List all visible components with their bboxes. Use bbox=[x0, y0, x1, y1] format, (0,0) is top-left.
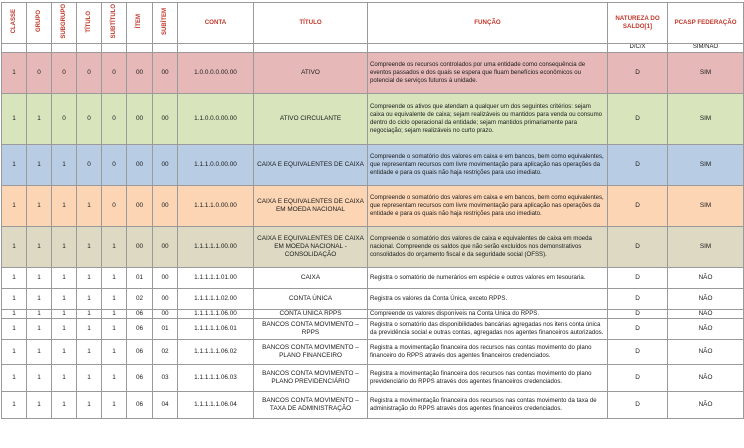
cell-titulo: 1 bbox=[77, 365, 102, 392]
cell-classe: 1 bbox=[2, 310, 27, 319]
cell-subtitulo: 0 bbox=[102, 94, 127, 145]
cell-subtitulo: 1 bbox=[102, 227, 127, 268]
header-funcao: FUNÇÃO bbox=[368, 3, 608, 44]
cell-subtitulo: 1 bbox=[102, 310, 127, 319]
cell-subtitulo: 1 bbox=[102, 365, 127, 392]
cell-natureza: D bbox=[608, 94, 668, 145]
cell-subgrupo: 1 bbox=[52, 392, 77, 419]
cell-pcasp: NÃO bbox=[668, 319, 744, 340]
header-titulo: TÍTULO bbox=[77, 3, 102, 44]
cell-subitem: 03 bbox=[153, 365, 178, 392]
cell-item: 00 bbox=[127, 53, 153, 94]
cell-classe: 1 bbox=[2, 268, 27, 289]
cell-classe: 1 bbox=[2, 319, 27, 340]
cell-titulo: 1 bbox=[77, 392, 102, 419]
cell-subgrupo: 1 bbox=[52, 186, 77, 227]
cell-grupo: 1 bbox=[27, 319, 52, 340]
cell-conta: 1.1.1.1.1.06.03 bbox=[178, 365, 254, 392]
cell-subitem: 04 bbox=[153, 392, 178, 419]
cell-grupo: 1 bbox=[27, 392, 52, 419]
cell-funcao: Registra o somatório das disponibilidades bancárias agregadas nos itens conta única da previdência social e outras contas, agregadas nos agentes financeiros autorizados. bbox=[368, 319, 608, 340]
cell-titulo: 1 bbox=[77, 186, 102, 227]
cell-grupo: 1 bbox=[27, 268, 52, 289]
cell-pcasp: SIM bbox=[668, 227, 744, 268]
cell-titulo: BANCOS CONTA MOVIMENTO – PLANO FINANCEIRO bbox=[254, 340, 368, 365]
cell-titulo: BANCOS CONTA MOVIMENTO – RPPS bbox=[254, 319, 368, 340]
cell-natureza: D bbox=[608, 340, 668, 365]
cell-subgrupo: 1 bbox=[52, 145, 77, 186]
cell-subtitulo: 0 bbox=[102, 145, 127, 186]
table-row bbox=[2, 227, 744, 268]
table-row bbox=[2, 392, 744, 419]
cell-titulo: CAIXA bbox=[254, 268, 368, 289]
cell-grupo: 0 bbox=[27, 53, 52, 94]
cell-subitem: 00 bbox=[153, 227, 178, 268]
cell-item: 00 bbox=[127, 227, 153, 268]
cell-funcao: Registra a movimentação financeira dos recursos nas contas movimento do plano previdenciário do RPPS através dos agentes financeiros credenciados. bbox=[368, 365, 608, 392]
cell-funcao: Compreende o somatório dos valores em caixa e em bancos, bem como equivalentes, que representam recursos com livre movimentação para aplicação nas operações da entidade e para os quais não haja restrições para uso imediato. bbox=[368, 186, 608, 227]
table-row bbox=[2, 340, 744, 365]
table-row bbox=[2, 310, 744, 319]
cell-titulo: 1 bbox=[77, 319, 102, 340]
cell-subitem: 00 bbox=[153, 310, 178, 319]
cell-titulo: 1 bbox=[77, 289, 102, 310]
cell-pcasp: NÃO bbox=[668, 268, 744, 289]
cell-natureza: D bbox=[608, 145, 668, 186]
cell-conta: 1.1.1.1.1.06.02 bbox=[178, 340, 254, 365]
cell-grupo: 1 bbox=[27, 94, 52, 145]
cell-funcao: Compreende os ativos que atendam a qualquer um dos seguintes critérios: sejam caixa ou equivalente de caixa; sejam realizáveis ou mantidos para venda ou consumo dentro do ciclo operacional da entidade; sejam mantidos primariamente para negociação; sejam realizáveis no curto prazo. bbox=[368, 94, 608, 145]
cell-subtitulo: 1 bbox=[102, 268, 127, 289]
header-natureza: NATUREZA DO SALDO[1] bbox=[608, 3, 668, 44]
cell-pcasp: NÃO bbox=[668, 365, 744, 392]
cell-pcasp: SIM bbox=[668, 186, 744, 227]
header-subitem: SUBÍTEM bbox=[153, 3, 178, 44]
cell-pcasp: SIM bbox=[668, 145, 744, 186]
natureza-values: D/C/X bbox=[608, 44, 668, 53]
cell-natureza: D bbox=[608, 268, 668, 289]
cell-pcasp: SIM bbox=[668, 53, 744, 94]
header-grupo: GRUPO bbox=[27, 3, 52, 44]
cell-titulo: CAIXA E EQUIVALENTES DE CAIXA EM MOEDA NACIONAL - CONSOLIDAÇÃO bbox=[254, 227, 368, 268]
cell-natureza: D bbox=[608, 289, 668, 310]
cell-natureza: D bbox=[608, 227, 668, 268]
cell-item: 06 bbox=[127, 319, 153, 340]
cell-funcao: Registra a movimentação financeira dos recursos nas contas movimento do plano financeiro do RPPS através dos agentes financeiros credenciados. bbox=[368, 340, 608, 365]
cell-funcao: Compreende os recursos controlados por uma entidade como consequência de eventos passados e dos quais se espera que fluam benefícios econômicos ou potencial de serviços futuros à unidade. bbox=[368, 53, 608, 94]
cell-item: 06 bbox=[127, 392, 153, 419]
cell-grupo: 1 bbox=[27, 340, 52, 365]
cell-titulo: 1 bbox=[77, 310, 102, 319]
cell-titulo: 0 bbox=[77, 53, 102, 94]
accounts-table bbox=[1, 2, 744, 419]
table-row bbox=[2, 268, 744, 289]
cell-conta: 1.1.1.1.1.06.00 bbox=[178, 310, 254, 319]
cell-subitem: 01 bbox=[153, 319, 178, 340]
cell-grupo: 1 bbox=[27, 289, 52, 310]
cell-conta: 1.0.0.0.0.00.00 bbox=[178, 53, 254, 94]
header-subgrupo: SUBGRUPO bbox=[52, 3, 77, 44]
cell-subgrupo: 1 bbox=[52, 227, 77, 268]
table-row bbox=[2, 289, 744, 310]
cell-titulo: 1 bbox=[77, 268, 102, 289]
cell-natureza: D bbox=[608, 392, 668, 419]
cell-titulo: 0 bbox=[77, 145, 102, 186]
cell-pcasp: NÃO bbox=[668, 310, 744, 319]
cell-subitem: 02 bbox=[153, 340, 178, 365]
cell-subgrupo: 0 bbox=[52, 53, 77, 94]
cell-titulo: CONTA ÚNICA RPPS bbox=[254, 310, 368, 319]
cell-classe: 1 bbox=[2, 145, 27, 186]
cell-conta: 1.1.0.0.0.00.00 bbox=[178, 94, 254, 145]
cell-funcao: Registra a movimentação financeira dos recursos nas contas movimento da taxa de administração do RPPS através dos agentes financeiros credenciados. bbox=[368, 392, 608, 419]
cell-item: 01 bbox=[127, 268, 153, 289]
cell-titulo: CONTA ÚNICA bbox=[254, 289, 368, 310]
header-row bbox=[2, 3, 744, 44]
cell-item: 06 bbox=[127, 310, 153, 319]
header-subtitulo: SUBTÍTULO bbox=[102, 3, 127, 44]
cell-grupo: 1 bbox=[27, 365, 52, 392]
table-row bbox=[2, 186, 744, 227]
cell-subtitulo: 0 bbox=[102, 186, 127, 227]
cell-funcao: Registra o somatório de numerários em espécie e outros valores em tesouraria. bbox=[368, 268, 608, 289]
cell-classe: 1 bbox=[2, 186, 27, 227]
pcasp-values: SIM/NÃO bbox=[668, 44, 744, 53]
cell-subitem: 00 bbox=[153, 289, 178, 310]
cell-item: 00 bbox=[127, 145, 153, 186]
cell-subitem: 00 bbox=[153, 94, 178, 145]
cell-titulo: 0 bbox=[77, 94, 102, 145]
cell-item: 00 bbox=[127, 186, 153, 227]
cell-titulo: ATIVO CIRCULANTE bbox=[254, 94, 368, 145]
table-row bbox=[2, 94, 744, 145]
cell-funcao: Compreende o somatório dos valores em caixa e em bancos, bem como equivalentes, que representam recursos com livre movimentação para aplicação nas operações da entidade e para os quais não haja restrições para uso imediato. bbox=[368, 145, 608, 186]
cell-conta: 1.1.1.1.1.06.04 bbox=[178, 392, 254, 419]
table-row bbox=[2, 365, 744, 392]
cell-natureza: D bbox=[608, 319, 668, 340]
cell-pcasp: NÃO bbox=[668, 340, 744, 365]
cell-funcao: Compreende o somatório dos valores de caixa e equivalentes de caixa em moeda nacional. Compreende os saldos que não serão excluídos nos demonstrativos consolidados do orçamento fiscal e da seguridade social (OFSS). bbox=[368, 227, 608, 268]
cell-classe: 1 bbox=[2, 392, 27, 419]
cell-titulo: 1 bbox=[77, 340, 102, 365]
table-row bbox=[2, 53, 744, 94]
cell-subitem: 00 bbox=[153, 53, 178, 94]
cell-subtitulo: 1 bbox=[102, 319, 127, 340]
cell-natureza: D bbox=[608, 310, 668, 319]
cell-subtitulo: 0 bbox=[102, 53, 127, 94]
cell-item: 06 bbox=[127, 340, 153, 365]
cell-grupo: 1 bbox=[27, 145, 52, 186]
cell-titulo: CAIXA E EQUIVALENTES DE CAIXA bbox=[254, 145, 368, 186]
cell-natureza: D bbox=[608, 186, 668, 227]
header-conta: CONTA bbox=[178, 3, 254, 44]
cell-conta: 1.1.1.1.1.00.00 bbox=[178, 227, 254, 268]
table-row bbox=[2, 319, 744, 340]
cell-titulo: 1 bbox=[77, 227, 102, 268]
cell-classe: 1 bbox=[2, 340, 27, 365]
cell-classe: 1 bbox=[2, 94, 27, 145]
cell-titulo: ATIVO bbox=[254, 53, 368, 94]
cell-subitem: 00 bbox=[153, 268, 178, 289]
cell-item: 00 bbox=[127, 94, 153, 145]
cell-classe: 1 bbox=[2, 365, 27, 392]
cell-grupo: 1 bbox=[27, 227, 52, 268]
cell-titulo: BANCOS CONTA MOVIMENTO – PLANO PREVIDENCIÁRIO bbox=[254, 365, 368, 392]
cell-subgrupo: 1 bbox=[52, 289, 77, 310]
cell-pcasp: NÃO bbox=[668, 289, 744, 310]
cell-conta: 1.1.1.1.1.01.00 bbox=[178, 268, 254, 289]
cell-natureza: D bbox=[608, 365, 668, 392]
cell-classe: 1 bbox=[2, 227, 27, 268]
header-classe: CLASSE bbox=[2, 3, 27, 44]
cell-conta: 1.1.1.0.0.00.00 bbox=[178, 145, 254, 186]
cell-subitem: 00 bbox=[153, 186, 178, 227]
cell-funcao: Compreende os valores disponíveis na Conta Única do RPPS. bbox=[368, 310, 608, 319]
cell-titulo: BANCOS CONTA MOVIMENTO – TAXA DE ADMINISTRAÇÃO bbox=[254, 392, 368, 419]
cell-subtitulo: 1 bbox=[102, 340, 127, 365]
table-row bbox=[2, 145, 744, 186]
cell-item: 02 bbox=[127, 289, 153, 310]
cell-item: 06 bbox=[127, 365, 153, 392]
cell-conta: 1.1.1.1.0.00.00 bbox=[178, 186, 254, 227]
cell-conta: 1.1.1.1.1.02.00 bbox=[178, 289, 254, 310]
subheader-row bbox=[2, 44, 744, 53]
cell-subgrupo: 1 bbox=[52, 340, 77, 365]
header-pcasp: PCASP FEDERAÇÃO bbox=[668, 3, 744, 44]
header-titulo-col: TÍTULO bbox=[254, 3, 368, 44]
cell-grupo: 1 bbox=[27, 310, 52, 319]
cell-subgrupo: 1 bbox=[52, 268, 77, 289]
cell-grupo: 1 bbox=[27, 186, 52, 227]
cell-titulo: CAIXA E EQUIVALENTES DE CAIXA EM MOEDA NACIONAL bbox=[254, 186, 368, 227]
cell-conta: 1.1.1.1.1.06.01 bbox=[178, 319, 254, 340]
cell-subgrupo: 1 bbox=[52, 319, 77, 340]
cell-subtitulo: 1 bbox=[102, 289, 127, 310]
cell-subtitulo: 1 bbox=[102, 392, 127, 419]
cell-pcasp: NÃO bbox=[668, 392, 744, 419]
cell-classe: 1 bbox=[2, 289, 27, 310]
cell-subgrupo: 1 bbox=[52, 310, 77, 319]
cell-subgrupo: 0 bbox=[52, 94, 77, 145]
cell-subgrupo: 1 bbox=[52, 365, 77, 392]
cell-pcasp: SIM bbox=[668, 94, 744, 145]
header-item: ÍTEM bbox=[127, 3, 153, 44]
cell-subitem: 00 bbox=[153, 145, 178, 186]
cell-funcao: Registra os valores da Conta Única, exceto RPPS. bbox=[368, 289, 608, 310]
cell-classe: 1 bbox=[2, 53, 27, 94]
cell-natureza: D bbox=[608, 53, 668, 94]
